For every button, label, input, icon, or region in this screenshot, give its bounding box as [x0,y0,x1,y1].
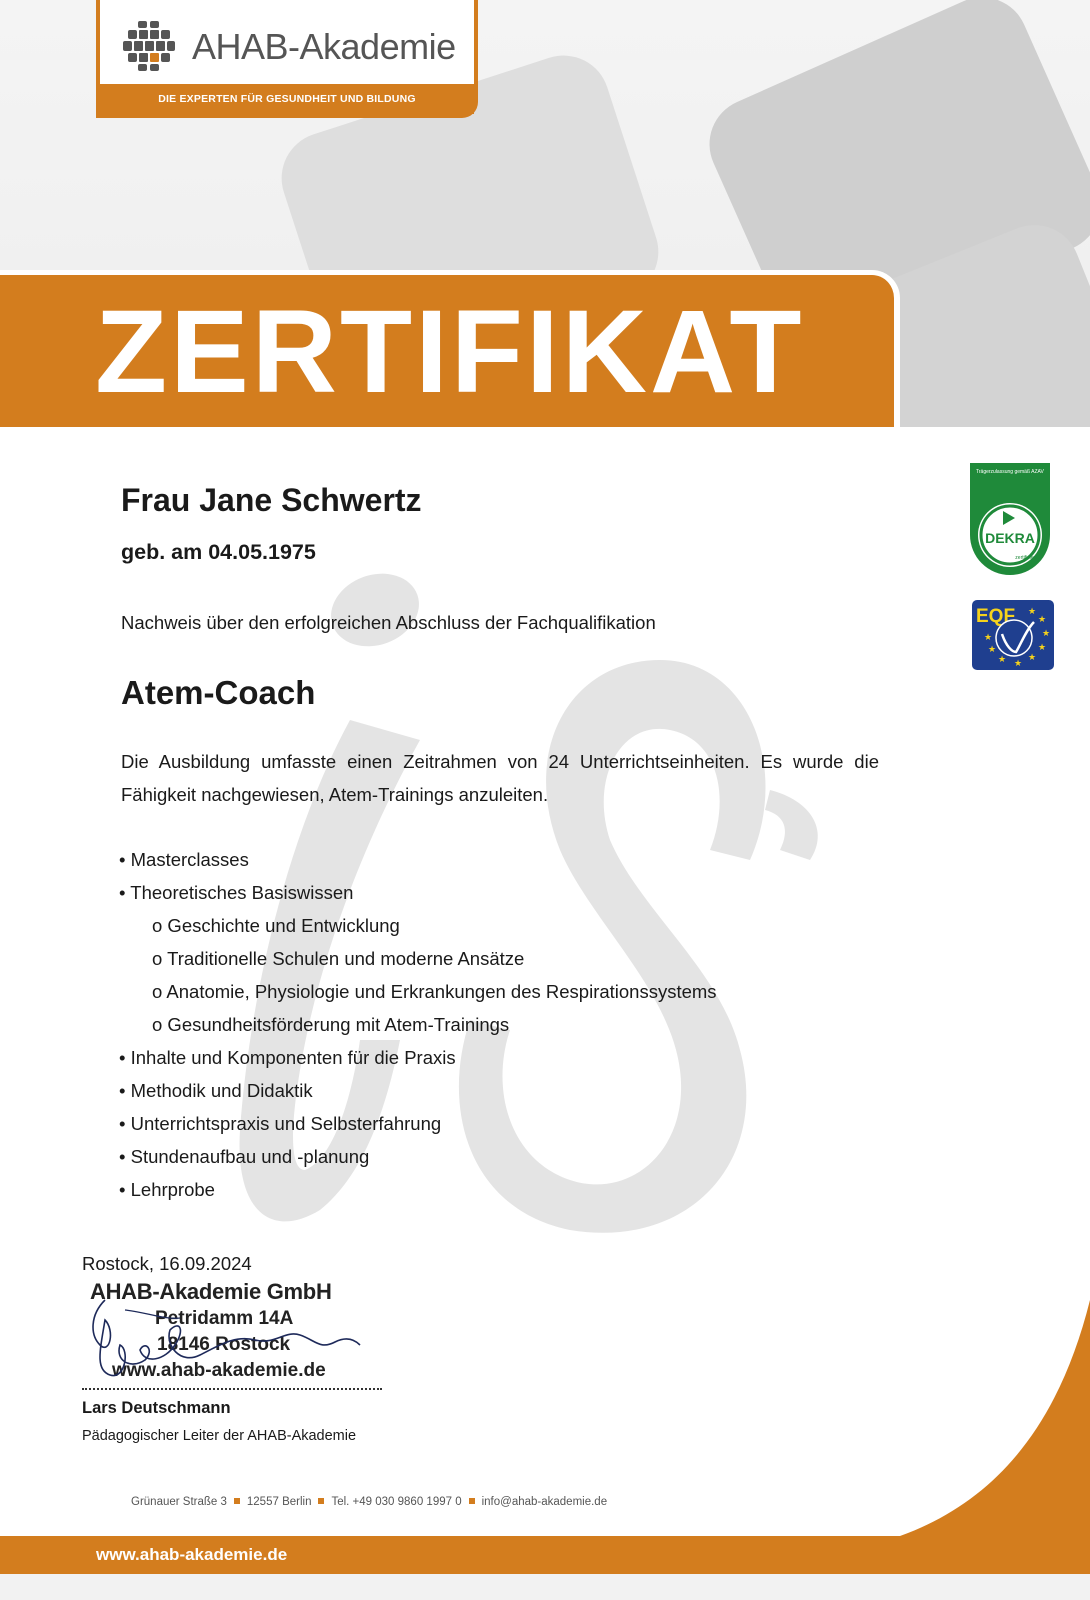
eqf-badge-icon [972,600,1054,670]
footer-address [131,1496,607,1508]
svg-text:EQF: EQF [976,606,1016,627]
stamp-city: 18146 Rostock [157,1334,291,1355]
module-subitem: o Anatomie, Physiologie und Erkrankungen des Respirationssystems [152,981,717,1002]
module-item: • Methodik und Didaktik [119,1080,313,1101]
footer-bar [0,1536,1090,1574]
footer-website: www.ahab-akademie.de [96,1545,288,1564]
module-item: • Theoretisches Basiswissen [119,882,354,903]
recipient-name: Frau Jane Schwertz [121,482,422,518]
svg-text:DEKRA: DEKRA [985,530,1035,546]
handwritten-signature [85,1290,365,1390]
signer-role: Pädagogischer Leiter der AHAB-Akademie [82,1428,357,1444]
svg-text:Trägerzulassung gemäß AZAV: Trägerzulassung gemäß AZAV [976,469,1044,475]
svg-text:★: ★ [988,645,997,655]
svg-text:★: ★ [1028,607,1037,617]
footer-phone: Tel. +49 030 9860 1997 0 [331,1496,462,1508]
certificate-title: ZERTIFIKAT [95,286,805,418]
svg-text:★: ★ [1014,659,1023,669]
footer-street: Grünauer Straße 3 [131,1496,227,1508]
footer-city: 12557 Berlin [246,1496,312,1508]
stamp-street: Petridamm 14A [155,1308,294,1329]
module-item: • Inhalte und Komponenten für die Praxis [119,1047,456,1068]
module-subitem: o Gesundheitsförderung mit Atem-Trainings [152,1014,510,1035]
svg-text:zertifiziert: zertifiziert [1015,555,1037,561]
module-subitem: o Traditionelle Schulen und moderne Ansätze [152,948,525,969]
logo-tagline: DIE EXPERTEN FÜR GESUNDHEIT UND BILDUNG [100,84,474,114]
bottom-strip [0,1574,1090,1600]
place-date: Rostock, 16.09.2024 [82,1253,252,1274]
separator-dot [234,1498,240,1504]
signer-name: Lars Deutschmann [82,1399,231,1417]
module-item: • Unterrichtspraxis und Selbsterfahrung [119,1113,442,1134]
stamp-company: AHAB-Akademie GmbH [90,1279,332,1304]
svg-text:★: ★ [1038,643,1047,653]
module-list [119,843,717,1206]
separator-dot [469,1498,475,1504]
separator-dot [318,1498,324,1504]
signature-line [82,1388,382,1390]
module-subitem: o Geschichte und Entwicklung [152,915,400,936]
recipient-birthdate: geb. am 04.05.1975 [121,540,316,564]
course-description: Die Ausbildung umfasste einen Zeitrahmen von 24 Unterrichtseinheiten. Es wurde die Fähigkeit nachgewiesen, Atem-Trainings anzuleiten. [121,751,879,805]
dekra-badge-icon [970,463,1050,575]
module-item: • Masterclasses [119,849,249,870]
stamp-website: www.ahab-akademie.de [112,1360,326,1381]
svg-text:★: ★ [998,655,1007,665]
logo-name: AHAB-Akademie [192,26,456,67]
module-item: • Lehrprobe [119,1179,215,1200]
svg-text:★: ★ [1028,653,1037,663]
svg-text:★: ★ [984,633,993,643]
footer-email: info@ahab-akademie.de [481,1496,608,1508]
proof-statement: Nachweis über den erfolgreichen Abschluss der Fachqualifikation [121,612,656,633]
svg-text:★: ★ [1038,615,1047,625]
svg-text:★: ★ [1042,629,1051,639]
module-item: • Stundenaufbau und -planung [119,1146,370,1167]
course-title: Atem-Coach [121,674,316,711]
